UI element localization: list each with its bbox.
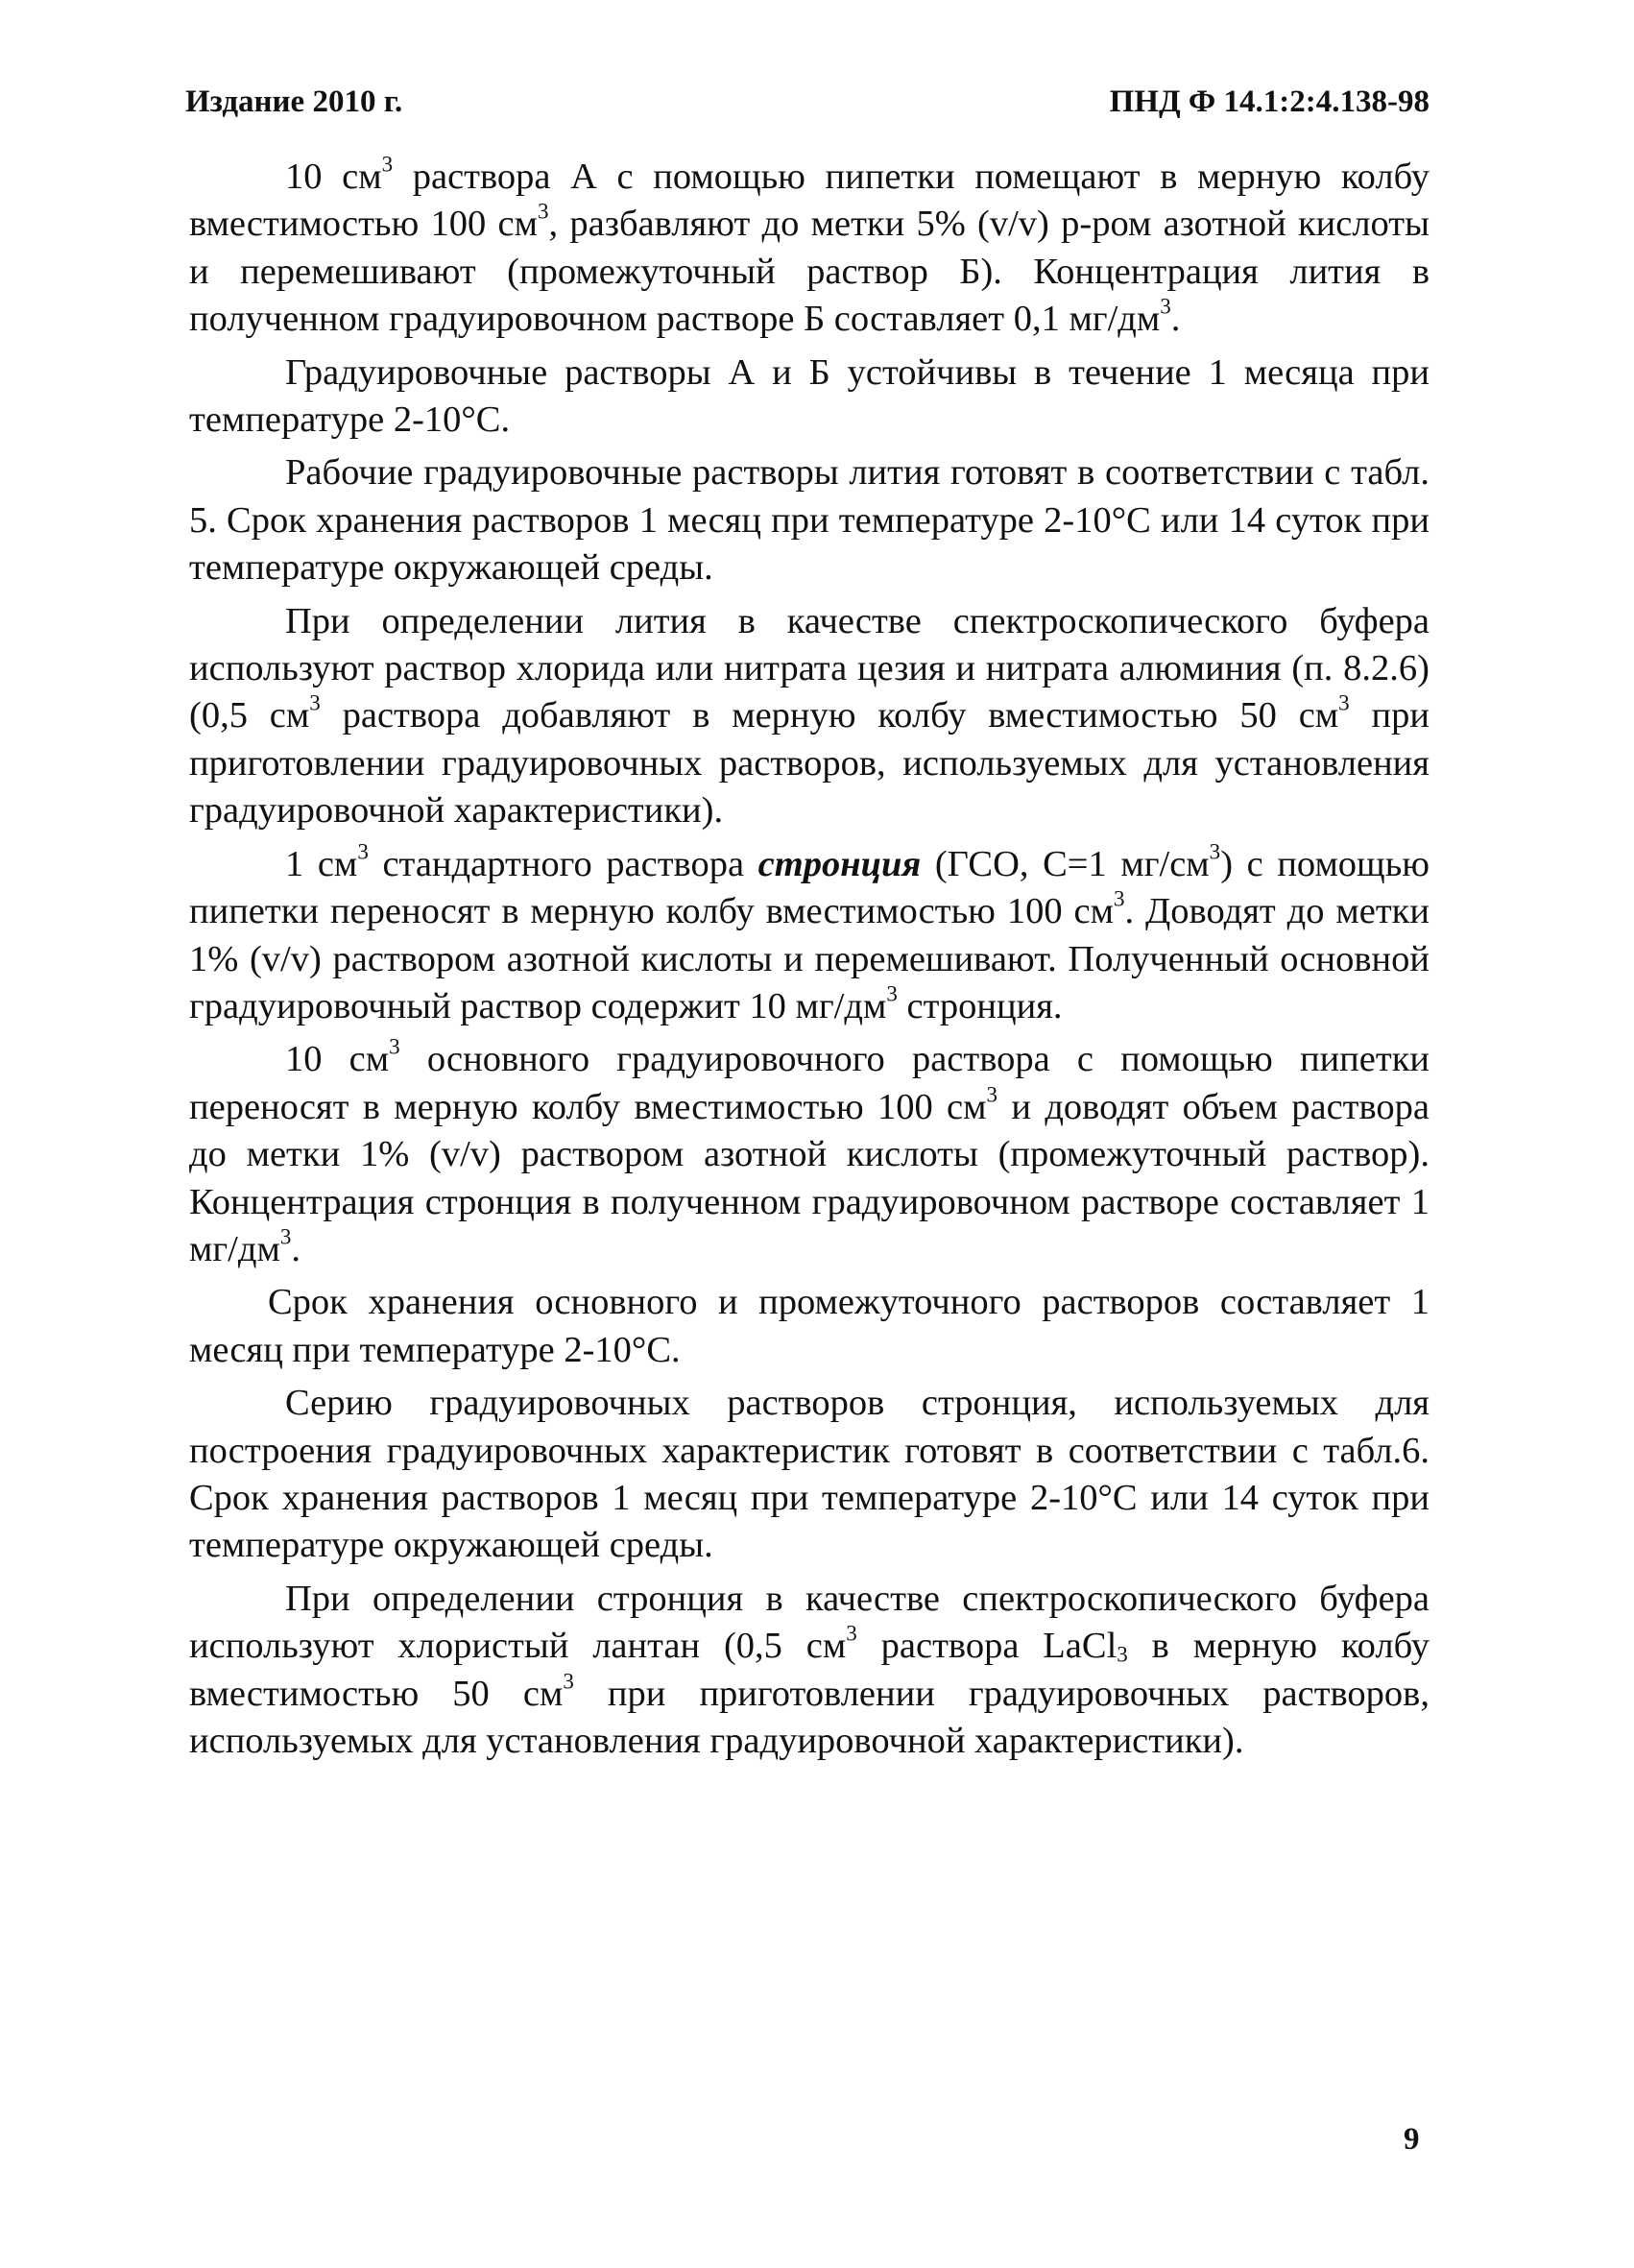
text-run: . [1170,299,1181,340]
paragraph-p8 [189,1380,1430,1570]
superscript: 3 [389,1034,400,1059]
superscript: 3 [846,1620,857,1646]
edition-label: Издание 2010 г. [185,84,403,119]
text-run: При определении стронция в качестве спектроскопического буфера используют хлористый лантан (0,5 см [189,1578,1430,1667]
paragraph-p3 [189,449,1430,591]
text-run: , разбавляют до метки 5% (v/v) р-ром азотной кислоты и перемешивают (промежуточный раствор Б). Концентрация лития в полученном градуировочном растворе Б составляет 0,1 мг/дм [189,204,1430,340]
paragraph-p9 [189,1576,1430,1766]
superscript: 3 [886,980,898,1006]
text-run: и доводят объем раствора до метки 1% (v/v) раствором азотной кислоты (промежуточный раствор). Концентрация стронция в полученном градуировочном растворе составляет 1 мг/дм [189,1086,1430,1269]
text-run: при приготовлении градуировочных растворов, используемых для установления градуировочной характеристики). [189,695,1430,832]
superscript: 3 [563,1668,574,1694]
page-header [185,84,1430,133]
document-code: ПНД Ф 14.1:2:4.138-98 [1109,84,1430,119]
text-run: . [291,1228,300,1269]
superscript: 3 [357,838,369,864]
text-run: (ГСО, С=1 мг/см [921,843,1210,884]
page-number: 9 [1404,2122,1420,2157]
text-run: раствора А с помощью пипетки помещают в мерную колбу вместимостью 100 см [189,157,1430,245]
text-run: при приготовлении градуировочных растворов, используемых для установления градуировочной характеристики). [189,1673,1430,1761]
paragraph-p2 [189,350,1430,445]
text-run: Рабочие градуировочные растворы лития готовят в соответствии с табл. 5. Срок хранения растворов 1 месяц при температуре 2-10°С или 14 суток при температуре окружающей среды. [189,452,1430,589]
text-run: При определении лития в качестве спектроскопического буфера используют раствор хлорида или нитрата цезия и нитрата алюминия (п. 8.2.6) (0,5 см [189,600,1430,736]
text-run: основного градуировочного раствора с помощью пипетки переносят в мерную колбу вместимостью 100 см [189,1039,1430,1127]
text-run: . Доводят до метки 1% (v/v) раствором азотной кислоты и перемешивают. Полученный основной градуировочный раствор содержит 10 мг/дм [189,891,1430,1026]
superscript: 3 [309,690,321,716]
emphasized-term: стронция [757,843,922,884]
text-run: 10 см [285,157,382,197]
superscript: 3 [381,151,394,177]
text-run: Градуировочные растворы А и Б устойчивы в течение 1 месяца при температуре 2-10°С. [189,351,1430,441]
text-run: стронция. [897,985,1063,1026]
text-run: раствора добавляют в мерную колбу вместимостью 50 см [320,695,1339,736]
paragraph-p5 [189,838,1430,1031]
subscript: 3 [1117,1641,1128,1667]
text-run: 1 см [285,843,358,884]
text-run: ) с помощью пипетки переносят в мерную колбу вместимостью 100 см [189,843,1430,932]
paragraph-p7 [189,1279,1430,1374]
superscript: 3 [1338,690,1350,716]
superscript: 3 [986,1081,998,1107]
text-run: раствора LaCl [856,1626,1117,1667]
text-run: Срок хранения основного и промежуточного растворов составляет 1 месяц при температуре 2-10°С. [189,1282,1430,1370]
paragraph-p6 [189,1036,1430,1273]
text-run: 10 см [285,1039,390,1080]
superscript: 3 [1113,885,1125,911]
superscript: 3 [1160,293,1171,319]
text-run: в мерную колбу вместимостью 50 см [189,1626,1430,1714]
text-run: стандартного раствора [368,843,758,884]
superscript: 3 [279,1223,292,1249]
body-text [189,151,1430,1771]
paragraph-p1 [189,151,1430,344]
text-run: Серию градуировочных растворов стронция, используемых для построения градуировочных характеристик готовят в соответствии с табл.6. Срок хранения растворов 1 месяц при температуре 2-10°С или 14 суток при температуре окружающей среды. [189,1383,1430,1566]
superscript: 3 [1209,838,1221,864]
paragraph-p4 [189,598,1430,835]
superscript: 3 [537,199,549,225]
